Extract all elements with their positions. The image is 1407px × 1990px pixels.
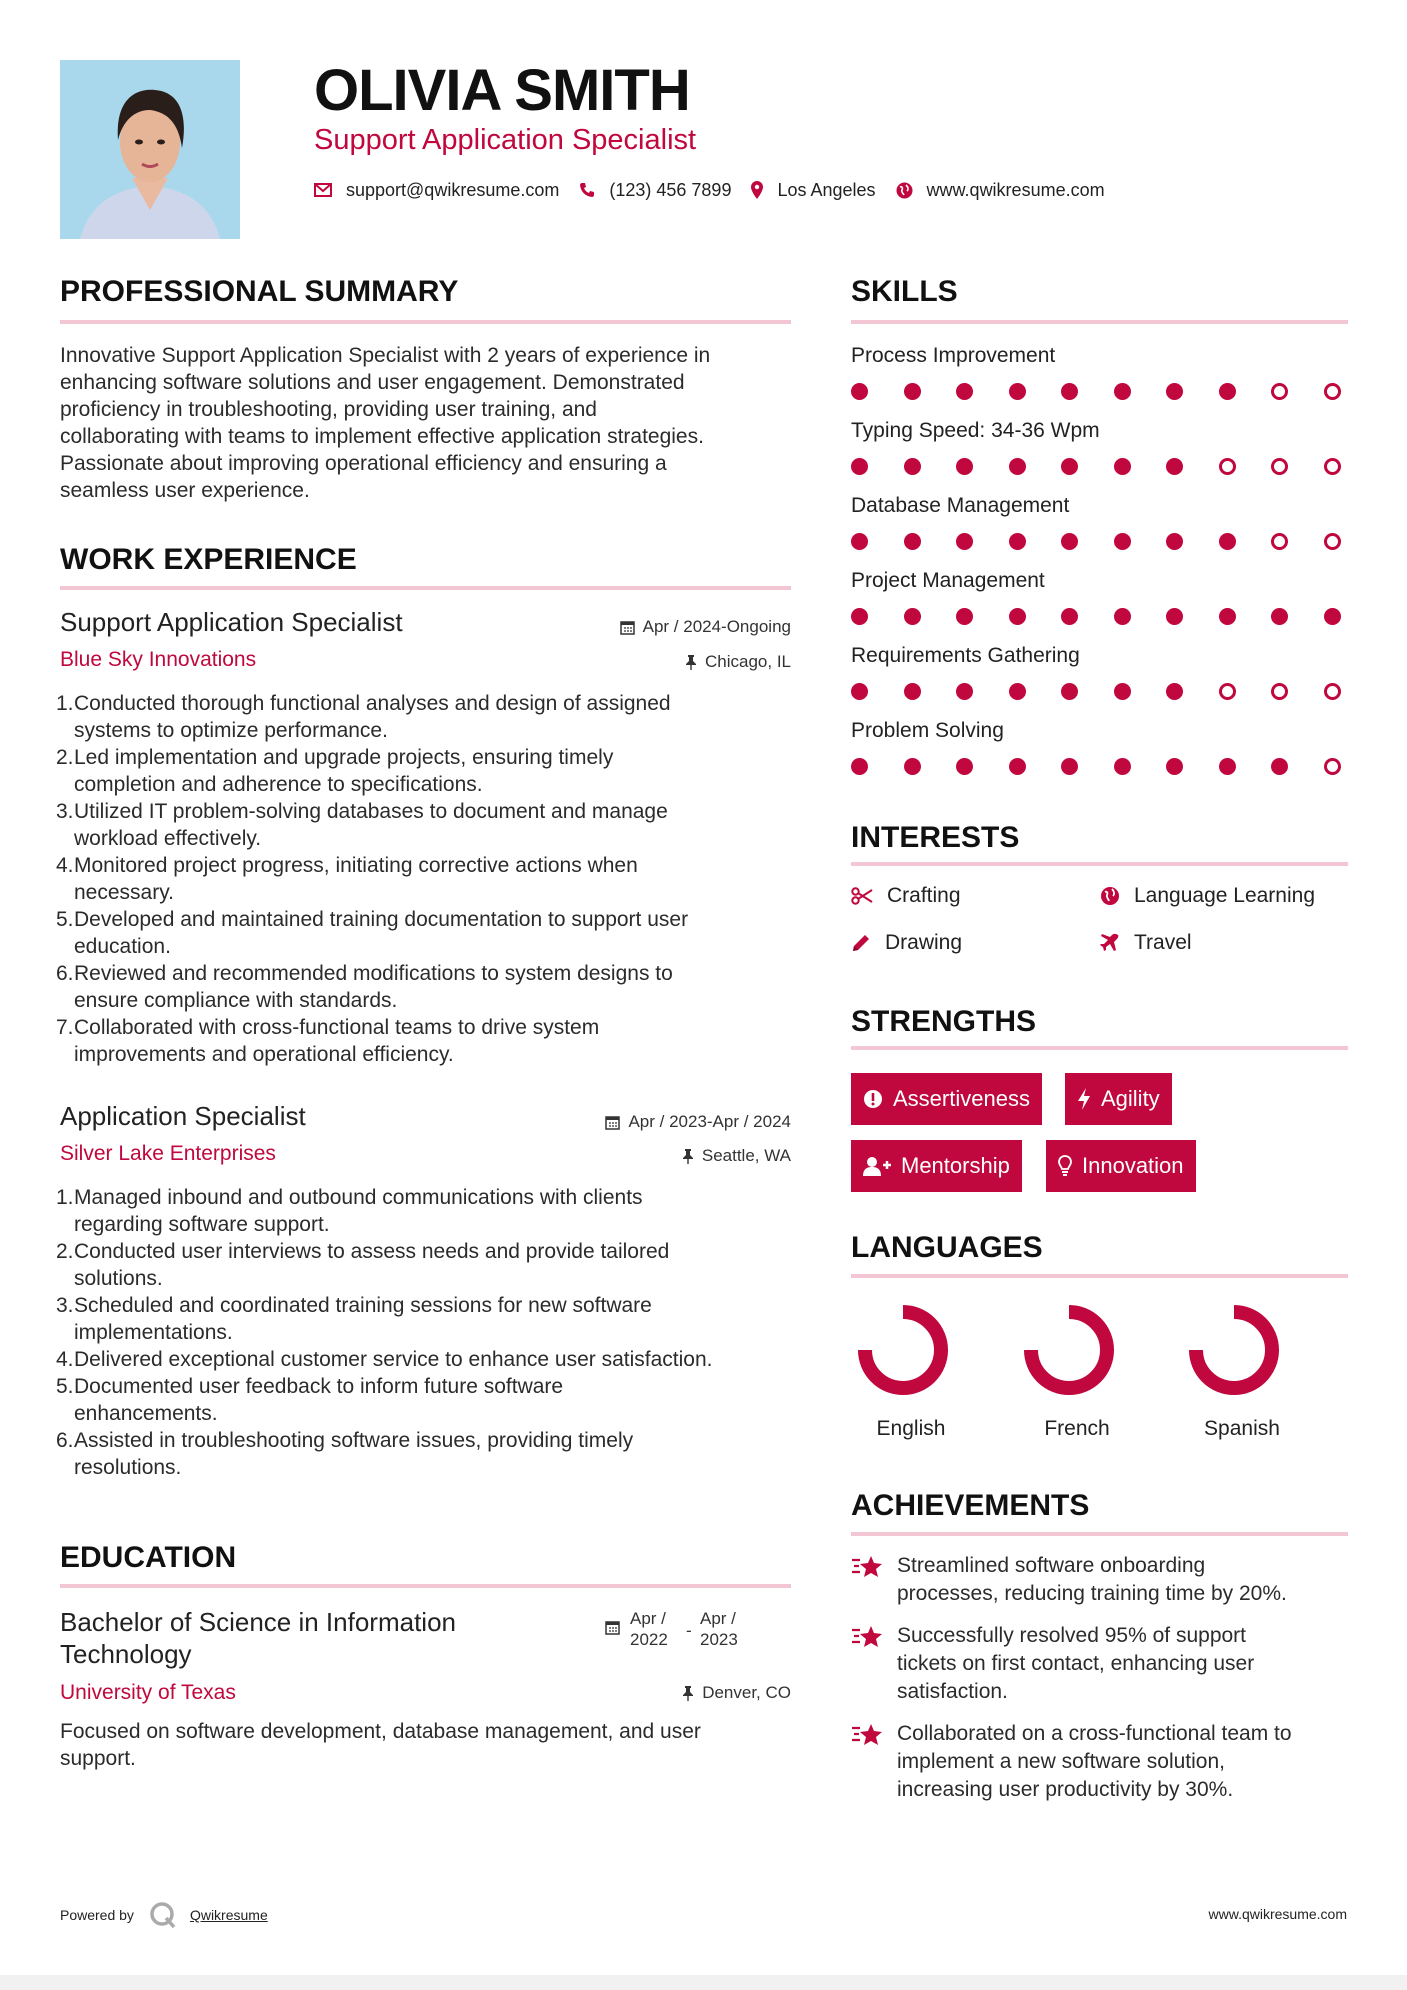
education-heading: EDUCATION — [60, 1541, 237, 1574]
rating-dot-filled — [1009, 533, 1026, 550]
language-ring — [1182, 1298, 1302, 1398]
rating-dot-filled — [851, 383, 868, 400]
summary-line: Innovative Support Application Specialist with 2 years of experience in — [60, 344, 711, 367]
list-item — [56, 1292, 806, 1346]
interest-label: Language Learning — [1134, 884, 1316, 907]
lightning-icon — [1077, 1088, 1091, 1110]
interest-item — [1100, 929, 1192, 956]
skill-row — [851, 417, 1351, 492]
rating-dot-filled — [1114, 458, 1131, 475]
pushpin-icon — [685, 654, 697, 670]
rating-dot-filled — [956, 533, 973, 550]
language-item — [851, 1298, 971, 1442]
list-item — [56, 798, 796, 852]
item-line: workload effectively. — [74, 827, 262, 850]
education-date — [605, 1608, 738, 1650]
rating-dot-filled — [956, 683, 973, 700]
airplane-icon — [1100, 933, 1120, 953]
achievement-line: Streamlined software onboarding — [897, 1554, 1206, 1577]
job-bullets — [56, 690, 796, 1068]
rating-dot-filled — [1061, 458, 1078, 475]
globe-icon — [896, 182, 913, 199]
job-date-text: Apr / 2023-Apr / 2024 — [628, 1112, 791, 1131]
skill-name: Process Improvement — [851, 344, 1056, 367]
rating-dot-filled — [1166, 758, 1183, 775]
rating-dot-filled — [956, 758, 973, 775]
summary-heading: PROFESSIONAL SUMMARY — [60, 275, 459, 308]
achievements-heading: ACHIEVEMENTS — [851, 1489, 1090, 1522]
rating-dot-filled — [851, 683, 868, 700]
language-item — [1182, 1298, 1302, 1442]
item-line: Reviewed and recommended modifications to system designs to — [74, 962, 673, 985]
skill-row — [851, 717, 1351, 792]
summary-line: proficiency in troubleshooting, providing user training, and — [60, 398, 597, 421]
list-item — [56, 1427, 806, 1481]
item-line: Utilized IT problem-solving databases to document and manage — [74, 800, 668, 823]
item-number: 1. — [56, 692, 74, 715]
rating-dot-filled — [904, 383, 921, 400]
languages-list — [851, 1298, 1351, 1448]
item-line: Conducted thorough functional analyses and design of assigned — [74, 692, 671, 715]
lightbulb-icon — [1058, 1155, 1072, 1177]
job-bullets — [56, 1184, 806, 1481]
job-title: Application Specialist — [60, 1101, 306, 1131]
rating-dot-filled — [1114, 383, 1131, 400]
skill-row — [851, 642, 1351, 717]
skill-row — [851, 342, 1351, 417]
strength-badge — [851, 1140, 1022, 1192]
description-line: Focused on software development, database management, and user — [60, 1720, 701, 1743]
skills-heading: SKILLS — [851, 275, 958, 308]
degree-line: Technology — [60, 1639, 192, 1669]
interests-divider — [851, 862, 1348, 866]
item-line: ensure compliance with standards. — [74, 989, 398, 1012]
qwikresume-logo-icon — [148, 1900, 178, 1930]
strength-label: Agility — [1101, 1086, 1160, 1111]
rating-dot-filled — [956, 383, 973, 400]
summary-line: seamless user experience. — [60, 479, 310, 502]
item-line: necessary. — [74, 881, 174, 904]
footer-website[interactable]: www.qwikresume.com — [1208, 1906, 1347, 1922]
item-line: Assisted in troubleshooting software issues, providing timely — [74, 1429, 634, 1452]
skill-rating — [851, 681, 1341, 701]
achievement-line: satisfaction. — [897, 1680, 1008, 1703]
achievement-line: implement a new software solution, — [897, 1750, 1225, 1773]
rating-dot-filled — [1009, 683, 1026, 700]
achievement-line: Collaborated on a cross-functional team to — [897, 1722, 1292, 1745]
achievement-text — [897, 1720, 1347, 1804]
contact-bar — [314, 176, 1125, 204]
scissors-icon — [851, 887, 873, 905]
profile-photo — [60, 60, 240, 239]
skill-name: Database Management — [851, 494, 1070, 517]
item-line: Monitored project progress, initiating corrective actions when — [74, 854, 638, 877]
rating-dot-empty — [1324, 383, 1341, 400]
item-line: Conducted user interviews to assess needs and provide tailored — [74, 1240, 670, 1263]
skill-name: Typing Speed: 34-36 Wpm — [851, 419, 1100, 442]
language-label: English — [876, 1417, 946, 1440]
list-item — [56, 852, 796, 906]
language-label: French — [1044, 1417, 1110, 1440]
contact-location — [751, 180, 875, 201]
rating-dot-empty — [1271, 458, 1288, 475]
rating-dot-empty — [1324, 458, 1341, 475]
candidate-name: OLIVIA SMITH — [314, 58, 690, 123]
job-location — [682, 1145, 791, 1167]
phone-text: (123) 456 7899 — [609, 179, 732, 200]
language-label: Spanish — [1204, 1417, 1280, 1440]
rating-dot-empty — [1271, 533, 1288, 550]
website-text: www.qwikresume.com — [926, 179, 1105, 200]
star-award-icon — [851, 1624, 885, 1650]
strength-badge — [851, 1073, 1042, 1125]
powered-by-text: Powered by — [60, 1907, 134, 1923]
rating-dot-filled — [1061, 608, 1078, 625]
exclamation-icon — [863, 1089, 883, 1109]
list-item — [56, 1184, 806, 1238]
strengths-divider — [851, 1046, 1348, 1050]
strength-label: Mentorship — [901, 1153, 1010, 1178]
footer-powered-by — [60, 1900, 268, 1930]
rating-dot-filled — [1166, 533, 1183, 550]
achievement-line: processes, reducing training time by 20%. — [897, 1582, 1287, 1605]
rating-dot-filled — [904, 608, 921, 625]
email-text: support@qwikresume.com — [346, 179, 560, 200]
pushpin-icon — [682, 1685, 694, 1701]
rating-dot-filled — [1219, 533, 1236, 550]
rating-dot-filled — [1114, 608, 1131, 625]
list-item — [56, 1346, 806, 1373]
rating-dot-filled — [956, 458, 973, 475]
summary-text — [60, 342, 800, 504]
user-plus-icon — [863, 1156, 891, 1176]
interest-label: Drawing — [885, 931, 963, 954]
item-line: Developed and maintained training documentation to support user — [74, 908, 689, 931]
achievement-text — [897, 1552, 1347, 1608]
item-line: completion and adherence to specifications. — [74, 773, 483, 796]
rating-dot-empty — [1324, 758, 1341, 775]
skill-rating — [851, 531, 1341, 551]
achievement-line: increasing user productivity by 30%. — [897, 1778, 1234, 1801]
rating-dot-empty — [1324, 533, 1341, 550]
item-line: education. — [74, 935, 171, 958]
list-item — [56, 744, 796, 798]
item-line: systems to optimize performance. — [74, 719, 388, 742]
date-end-year: 2023 — [700, 1630, 738, 1649]
rating-dot-filled — [1219, 758, 1236, 775]
rating-dot-filled — [851, 458, 868, 475]
skill-rating — [851, 456, 1341, 476]
language-item — [1017, 1298, 1137, 1442]
rating-dot-filled — [1061, 533, 1078, 550]
description-line: support. — [60, 1747, 136, 1770]
strength-badge — [1065, 1073, 1172, 1125]
envelope-icon — [314, 183, 332, 197]
skill-row — [851, 567, 1351, 642]
item-number: 2. — [56, 746, 74, 769]
item-line: Documented user feedback to inform future software — [74, 1375, 564, 1398]
language-arc — [1196, 1312, 1272, 1388]
summary-divider — [60, 320, 791, 324]
strength-label: Assertiveness — [893, 1086, 1030, 1111]
rating-dot-filled — [1166, 458, 1183, 475]
interest-label: Travel — [1134, 931, 1192, 954]
rating-dot-filled — [1324, 608, 1341, 625]
bottom-band — [0, 1975, 1407, 1990]
candidate-title: Support Application Specialist — [314, 124, 697, 156]
strengths-heading: STRENGTHS — [851, 1005, 1037, 1038]
item-line: Scheduled and coordinated training sessions for new software — [74, 1294, 652, 1317]
contact-email[interactable] — [314, 180, 559, 201]
date-end-month: Apr / — [700, 1609, 736, 1628]
globe-icon — [1100, 886, 1120, 906]
rating-dot-empty — [1219, 683, 1236, 700]
item-number: 5. — [56, 908, 74, 931]
item-number: 4. — [56, 854, 74, 877]
education-description — [60, 1718, 800, 1772]
job-date-text: Apr / 2024-Ongoing — [642, 617, 791, 636]
rating-dot-filled — [904, 683, 921, 700]
school-name: University of Texas — [60, 1681, 236, 1704]
rating-dot-filled — [1166, 608, 1183, 625]
job-company: Silver Lake Enterprises — [60, 1142, 276, 1165]
item-line: Managed inbound and outbound communications with clients — [74, 1186, 643, 1209]
item-number: 3. — [56, 800, 74, 823]
rating-dot-filled — [1009, 458, 1026, 475]
degree-line: Bachelor of Science in Information — [60, 1607, 456, 1637]
date-start — [630, 1608, 686, 1650]
skills-divider — [851, 320, 1348, 324]
rating-dot-empty — [1271, 383, 1288, 400]
interest-label: Crafting — [887, 884, 961, 907]
item-number: 1. — [56, 1186, 74, 1209]
location-text: Los Angeles — [777, 179, 876, 200]
languages-heading: LANGUAGES — [851, 1231, 1043, 1264]
strength-label: Innovation — [1082, 1153, 1184, 1178]
rating-dot-filled — [1061, 683, 1078, 700]
rating-dot-filled — [1219, 608, 1236, 625]
list-item — [56, 1238, 806, 1292]
rating-dot-filled — [1166, 383, 1183, 400]
item-line: regarding software support. — [74, 1213, 330, 1236]
achievement-text — [897, 1622, 1347, 1706]
calendar-icon — [605, 1115, 620, 1130]
skill-row — [851, 492, 1351, 567]
rating-dot-filled — [1009, 383, 1026, 400]
education-divider — [60, 1584, 791, 1588]
item-line: Delivered exceptional customer service to enhance user satisfaction. — [74, 1348, 713, 1371]
rating-dot-filled — [1114, 533, 1131, 550]
date-start-month: Apr / — [630, 1609, 666, 1628]
rating-dot-empty — [1271, 683, 1288, 700]
interest-item — [1100, 882, 1315, 909]
interest-item — [851, 929, 962, 956]
experience-divider — [60, 586, 791, 590]
item-number: 4. — [56, 1348, 74, 1371]
rating-dot-empty — [1219, 458, 1236, 475]
skill-rating — [851, 756, 1341, 776]
item-line: resolutions. — [74, 1456, 182, 1479]
rating-dot-filled — [1009, 758, 1026, 775]
job-location — [685, 651, 791, 673]
achievement-item — [851, 1552, 1351, 1622]
job-date — [605, 1111, 791, 1133]
date-separator: - — [686, 1621, 692, 1640]
rating-dot-filled — [1271, 758, 1288, 775]
education-location-text: Denver, CO — [702, 1683, 791, 1702]
item-number: 3. — [56, 1294, 74, 1317]
item-line: implementations. — [74, 1321, 233, 1344]
rating-dot-empty — [1324, 683, 1341, 700]
summary-line: collaborating with teams to implement effective application strategies. — [60, 425, 704, 448]
rating-dot-filled — [1114, 683, 1131, 700]
skill-name: Project Management — [851, 569, 1045, 592]
skill-name: Requirements Gathering — [851, 644, 1080, 667]
star-award-icon — [851, 1554, 885, 1580]
skills-list — [851, 342, 1351, 792]
rating-dot-filled — [1271, 608, 1288, 625]
achievements-list — [851, 1552, 1351, 1818]
achievement-item — [851, 1720, 1351, 1818]
item-line: Collaborated with cross-functional teams to drive system — [74, 1016, 600, 1039]
date-end — [700, 1608, 738, 1650]
language-arc — [865, 1312, 941, 1388]
achievements-divider — [851, 1532, 1348, 1536]
list-item — [56, 1373, 806, 1427]
list-item — [56, 1014, 796, 1068]
achievement-line: Successfully resolved 95% of support — [897, 1624, 1247, 1647]
calendar-icon — [620, 620, 635, 635]
rating-dot-filled — [1114, 758, 1131, 775]
interests-heading: INTERESTS — [851, 821, 1020, 854]
rating-dot-filled — [851, 533, 868, 550]
pushpin-icon — [682, 1148, 694, 1164]
achievement-line: tickets on first contact, enhancing user — [897, 1652, 1255, 1675]
rating-dot-filled — [851, 758, 868, 775]
star-award-icon — [851, 1722, 885, 1748]
pencil-icon — [851, 933, 871, 953]
job-title: Support Application Specialist — [60, 607, 403, 637]
degree-title — [60, 1606, 456, 1670]
rating-dot-filled — [851, 608, 868, 625]
brand-link[interactable]: Qwikresume — [189, 1907, 268, 1923]
languages-divider — [851, 1274, 1348, 1278]
item-number: 2. — [56, 1240, 74, 1263]
item-line: solutions. — [74, 1267, 163, 1290]
item-number: 7. — [56, 1016, 74, 1039]
rating-dot-filled — [1219, 383, 1236, 400]
language-ring — [851, 1298, 971, 1398]
list-item — [56, 690, 796, 744]
strength-badge — [1046, 1140, 1196, 1192]
rating-dot-filled — [904, 458, 921, 475]
rating-dot-filled — [956, 608, 973, 625]
rating-dot-filled — [904, 758, 921, 775]
date-start-year: 2022 — [630, 1630, 668, 1649]
calendar-icon — [605, 1620, 620, 1635]
item-number: 6. — [56, 962, 74, 985]
experience-heading: WORK EXPERIENCE — [60, 543, 357, 576]
job-location-text: Chicago, IL — [705, 652, 791, 671]
item-line: improvements and operational efficiency. — [74, 1043, 454, 1066]
phone-icon — [579, 182, 595, 198]
map-pin-icon — [751, 181, 763, 199]
rating-dot-filled — [1061, 758, 1078, 775]
rating-dot-filled — [1166, 683, 1183, 700]
contact-phone[interactable] — [579, 180, 731, 201]
job-company: Blue Sky Innovations — [60, 648, 257, 671]
interest-item — [851, 882, 961, 909]
summary-line: enhancing software solutions and user engagement. Demonstrated — [60, 371, 685, 394]
job-date — [620, 616, 791, 638]
language-arc — [1031, 1312, 1107, 1388]
language-ring — [1017, 1298, 1137, 1398]
list-item — [56, 906, 796, 960]
summary-line: Passionate about improving operational efficiency and ensuring a — [60, 452, 667, 475]
rating-dot-filled — [1061, 383, 1078, 400]
item-line: enhancements. — [74, 1402, 218, 1425]
education-location — [682, 1682, 791, 1704]
skill-rating — [851, 606, 1341, 626]
rating-dot-filled — [904, 533, 921, 550]
item-number: 6. — [56, 1429, 74, 1452]
list-item — [56, 960, 796, 1014]
achievement-item — [851, 1622, 1351, 1720]
contact-website[interactable] — [896, 180, 1105, 201]
skill-name: Problem Solving — [851, 719, 1004, 742]
job-location-text: Seattle, WA — [701, 1146, 791, 1165]
item-number: 5. — [56, 1375, 74, 1398]
rating-dot-filled — [1009, 608, 1026, 625]
skill-rating — [851, 381, 1341, 401]
item-line: Led implementation and upgrade projects, ensuring timely — [74, 746, 614, 769]
